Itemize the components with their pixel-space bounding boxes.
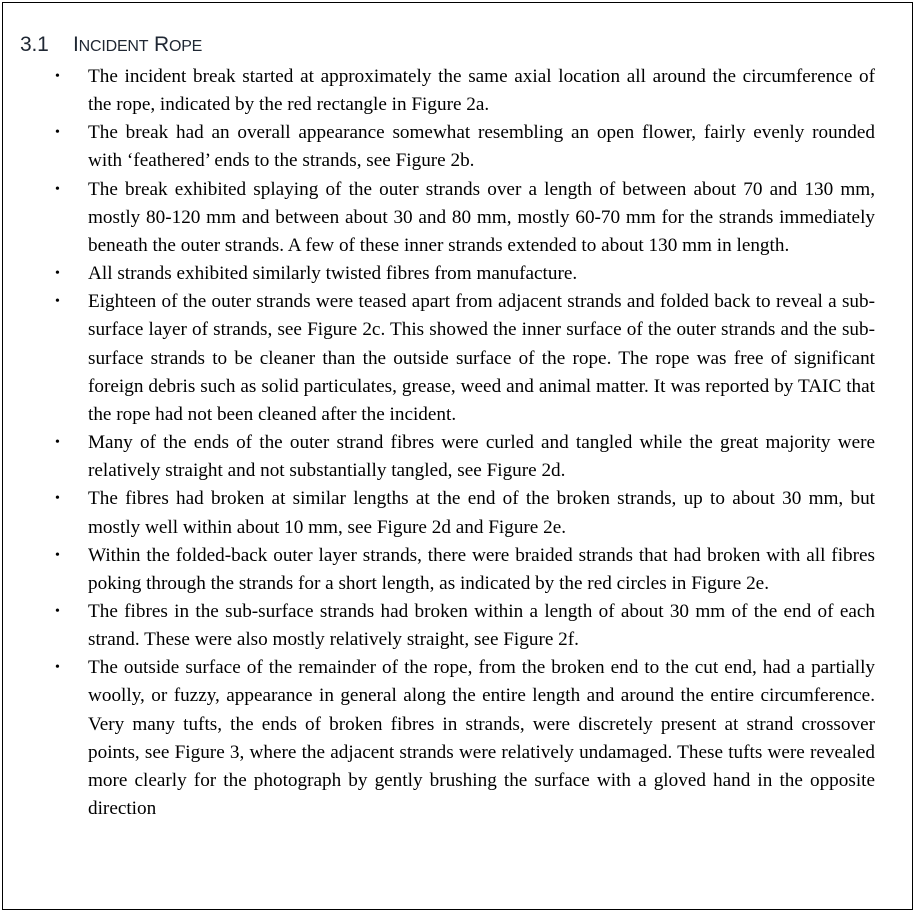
list-item	[53, 542, 875, 598]
list-item	[53, 485, 875, 541]
list-item-text: The break exhibited splaying of the outer strands over a length of between about 70 and 130 mm, mostly 80-120 mm and between about 30 and 80 mm, mostly 60-70 mm for the strands immediately beneath the outer strands. A few of these inner strands extended to about 130 mm in length.	[88, 178, 875, 256]
bullet-icon: •	[55, 266, 60, 282]
list-item	[53, 119, 875, 175]
list-item-text: All strands exhibited similarly twisted fibres from manufacture.	[88, 263, 578, 285]
list-item-text: The incident break started at approximately the same axial location all around the circumference of the rope, indicated by the red rectangle in Figure 2a.	[88, 66, 875, 116]
bullet-icon: •	[55, 294, 60, 310]
list-item	[53, 260, 875, 288]
section-number: 3.1	[20, 33, 49, 56]
bullet-icon: •	[55, 603, 60, 619]
list-item-text: The outside surface of the remainder of the rope, from the broken end to the cut end, had a partially woolly, or fuzzy, appearance in general along the entire length and around the entire circumference. Very many tufts, the ends of broken fibres in strands, were discretely present at strand crossover points, see Figure 3, where the adjacent strands were relatively undamaged. These tufts were revealed more clearly for the photograph by gently brushing the surface with a gloved hand in the opposite direction	[88, 657, 875, 820]
bullet-icon: •	[55, 125, 60, 141]
section-title: INCIDENT ROPE	[73, 33, 203, 56]
list-item-text: The break had an overall appearance somewhat resembling an open flower, fairly evenly rounded with ‘feathered’ ends to the strands, see Figure 2b.	[88, 122, 875, 172]
list-item-text: Eighteen of the outer strands were teased apart from adjacent strands and folded back to reveal a sub-surface layer of strands, see Figure 2c. This showed the inner surface of the outer strands and the sub-surface strands to be cleaner than the outside surface of the rope. The rope was free of significant foreign debris such as solid particulates, grease, weed and animal matter. It was reported by TAIC that the rope had not been cleaned after the incident.	[88, 291, 875, 425]
document-page	[2, 2, 913, 910]
findings-list	[53, 63, 875, 823]
list-item	[53, 598, 875, 654]
list-item	[53, 176, 875, 260]
bullet-icon: •	[55, 491, 60, 507]
bullet-icon: •	[55, 660, 60, 676]
list-item-text: Many of the ends of the outer strand fibres were curled and tangled while the great majority were relatively straight and not substantially tangled, see Figure 2d.	[88, 432, 875, 482]
list-item	[53, 288, 875, 429]
list-item	[53, 429, 875, 485]
list-item-text: Within the folded-back outer layer strands, there were braided strands that had broken with all fibres poking through the strands for a short length, as indicated by the red circles in Figure 2e.	[88, 544, 875, 594]
bullet-icon: •	[55, 69, 60, 84]
list-item	[53, 63, 875, 119]
section-heading	[20, 33, 202, 57]
list-item	[53, 654, 875, 823]
bullet-icon: •	[55, 435, 60, 451]
bullet-icon: •	[55, 547, 60, 563]
list-item-text: The fibres had broken at similar lengths at the end of the broken strands, up to about 30 mm, but mostly well within about 10 mm, see Figure 2d and Figure 2e.	[88, 488, 875, 538]
list-item-text: The fibres in the sub-surface strands had broken within a length of about 30 mm of the end of each strand. These were also mostly relatively straight, see Figure 2f.	[88, 600, 875, 651]
bullet-icon: •	[55, 181, 60, 197]
